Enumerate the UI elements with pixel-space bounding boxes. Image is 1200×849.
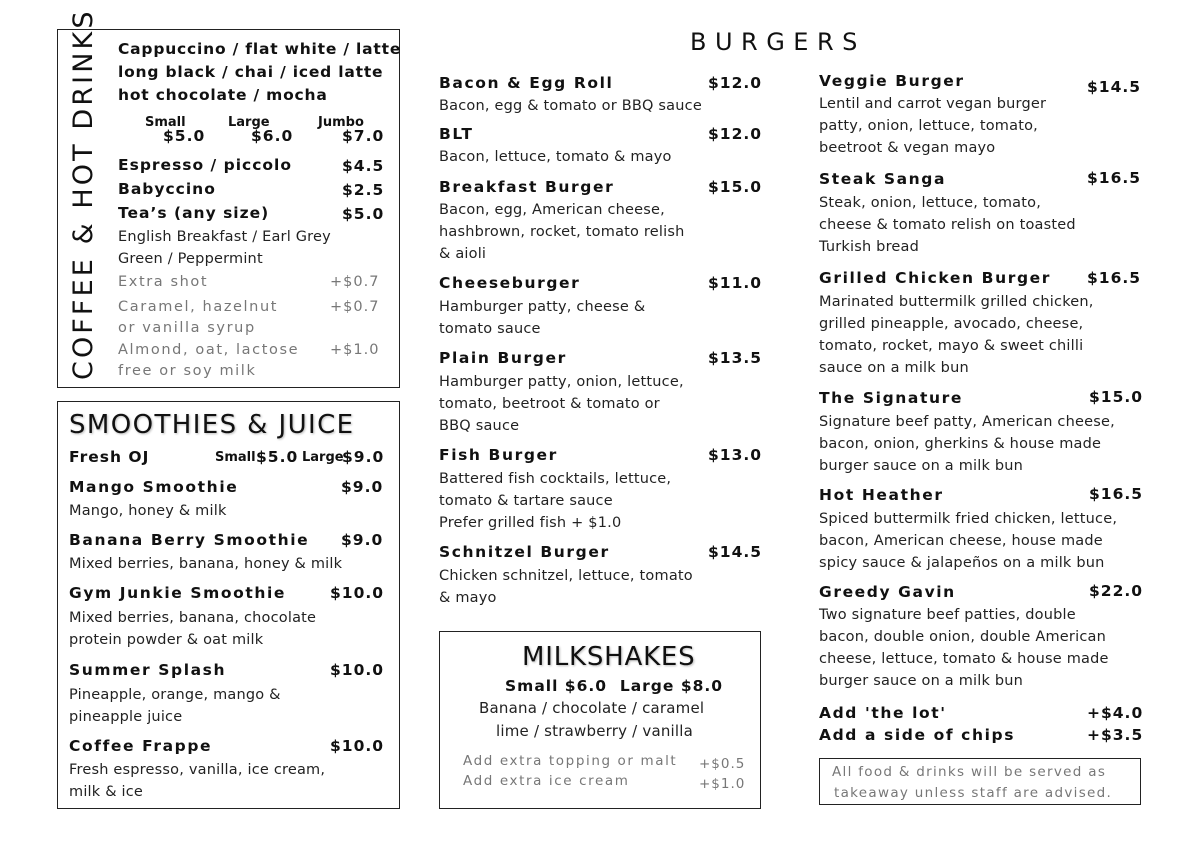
coffee-extra-name: Almond, oat, lactose [118,342,300,358]
addon-name: Add a side of chips [819,726,1016,744]
burger-item-price: $22.0 [1089,582,1144,600]
burger-item-price: $14.5 [708,543,763,561]
burger-item-desc: bacon, onion, gherkins & house made [819,436,1102,452]
burger-item-desc: beetroot & vegan mayo [819,140,996,156]
smoothie-item-desc: Fresh espresso, vanilla, ice cream, [69,762,326,778]
coffee-size-jumbo-label: Jumbo [318,115,364,130]
burger-item-desc: Prefer grilled fish + $1.0 [439,515,622,531]
burger-item-desc: Hamburger patty, onion, lettuce, [439,374,684,390]
smoothie-item-desc: pineapple juice [69,709,183,725]
burger-item-desc: Hamburger patty, cheese & [439,299,646,315]
burger-item-desc: BBQ sauce [439,418,520,434]
burger-item-desc: tomato, beetroot & tomato or [439,396,660,412]
coffee-line-3: hot chocolate / mocha [118,86,328,104]
smoothie-item-desc: Pineapple, orange, mango & [69,687,281,703]
smoothie-item-name: Mango Smoothie [69,478,239,496]
burgers-section-title: BURGERS [690,28,866,56]
burger-item-desc: & mayo [439,590,497,606]
burger-item-desc: tomato sauce [439,321,541,337]
burger-item-name: The Signature [819,389,963,407]
burger-item-name: Schnitzel Burger [439,543,610,561]
burger-item-name: Greedy Gavin [819,583,956,601]
burger-item-desc: & aioli [439,246,487,262]
coffee-extra-name: Caramel, hazelnut [118,299,279,315]
tea-varieties-2: Green / Peppermint [118,251,263,267]
burger-item-desc: Lentil and carrot vegan burger [819,96,1047,112]
coffee-size-small-price: $5.0 [163,127,206,145]
burger-item-price: $16.5 [1087,269,1142,287]
fresh-oj-name: Fresh OJ [69,448,150,466]
burger-item-desc: Two signature beef patties, double [819,607,1076,623]
fresh-oj-small-label: Small [215,450,256,465]
burger-item-name: Bacon & Egg Roll [439,74,614,92]
burger-item-name: Steak Sanga [819,170,947,188]
burger-item-price: $13.0 [708,446,763,464]
burger-item-desc: Marinated buttermilk grilled chicken, [819,294,1094,310]
burger-item-desc: Bacon, lettuce, tomato & mayo [439,149,672,165]
milkshake-extra-price: +$1.0 [699,776,746,792]
fresh-oj-large-price: $9.0 [342,448,385,466]
smoothie-item-name: Banana Berry Smoothie [69,531,310,549]
burger-item-name: Fish Burger [439,446,558,464]
milkshake-flavours-1: Banana / chocolate / caramel [479,699,705,717]
coffee-item-price: $5.0 [342,205,385,223]
burger-item-price: $11.0 [708,274,763,292]
coffee-size-large-label: Large [228,115,270,130]
smoothies-section-title: SMOOTHIES & JUICE [69,410,355,440]
burger-item-name: Breakfast Burger [439,178,615,196]
burger-item-price: $12.0 [708,74,763,92]
coffee-extra-name-cont: free or soy milk [118,363,257,379]
burger-item-desc: patty, onion, lettuce, tomato, [819,118,1038,134]
addon-price: +$3.5 [1087,726,1144,744]
burger-item-desc: burger sauce on a milk bun [819,673,1024,689]
burger-item-price: $13.5 [708,349,763,367]
milkshakes-section-title: MILKSHAKES [522,642,696,672]
milkshake-sizes: Small $6.0 Large $8.0 [505,677,724,695]
addon-price: +$4.0 [1087,704,1144,722]
smoothie-item-desc: Mixed berries, banana, honey & milk [69,556,343,572]
coffee-item-name: Espresso / piccolo [118,156,293,174]
smoothie-item-price: $10.0 [330,661,385,679]
fresh-oj-small-price: $5.0 [256,448,299,466]
burger-item-desc: bacon, American cheese, house made [819,533,1103,549]
milkshake-extra-name: Add extra topping or malt [463,753,678,769]
burger-item-price: $16.5 [1089,485,1144,503]
burger-item-price: $16.5 [1087,169,1142,187]
smoothie-item-price: $9.0 [341,531,384,549]
coffee-extra-name: Extra shot [118,274,209,290]
coffee-line-2: long black / chai / iced latte [118,63,384,81]
burger-item-name: Cheeseburger [439,274,581,292]
takeaway-notice-line-1: All food & drinks will be served as [832,764,1107,780]
burger-item-desc: grilled pineapple, avocado, cheese, [819,316,1084,332]
coffee-size-jumbo-price: $7.0 [342,127,385,145]
burger-item-desc: tomato & tartare sauce [439,493,613,509]
burger-item-desc: Battered fish cocktails, lettuce, [439,471,672,487]
burger-item-price: $14.5 [1087,78,1142,96]
burger-item-desc: burger sauce on a milk bun [819,458,1024,474]
burger-item-desc: Spiced buttermilk fried chicken, lettuce, [819,511,1118,527]
burger-item-desc: cheese & tomato relish on toasted [819,217,1076,233]
smoothie-item-desc: Mango, honey & milk [69,503,227,519]
smoothie-item-price: $10.0 [330,737,385,755]
burger-item-desc: Chicken schnitzel, lettuce, tomato [439,568,693,584]
coffee-extra-name-cont: or vanilla syrup [118,320,256,336]
milkshake-flavours-2: lime / strawberry / vanilla [496,722,694,740]
smoothie-item-name: Coffee Frappe [69,737,213,755]
burger-item-desc: Bacon, egg & tomato or BBQ sauce [439,98,702,114]
coffee-size-small-label: Small [145,115,186,130]
burger-item-name: Grilled Chicken Burger [819,269,1051,287]
burger-item-desc: hashbrown, rocket, tomato relish [439,224,685,240]
burger-item-desc: Bacon, egg, American cheese, [439,202,665,218]
burger-item-desc: cheese, lettuce, tomato & house made [819,651,1109,667]
burger-item-desc: Signature beef patty, American cheese, [819,414,1115,430]
coffee-item-price: $2.5 [342,181,385,199]
burger-item-desc: Turkish bread [819,239,920,255]
coffee-item-name: Babyccino [118,180,216,198]
burger-item-price: $12.0 [708,125,763,143]
smoothie-item-name: Summer Splash [69,661,227,679]
addon-name: Add 'the lot' [819,704,947,722]
coffee-item-name: Tea’s (any size) [118,204,270,222]
burger-item-name: BLT [439,125,474,143]
burger-item-desc: tomato, rocket, mayo & sweet chilli [819,338,1084,354]
coffee-line-1: Cappuccino / flat white / latte [118,40,402,58]
smoothie-item-desc: milk & ice [69,784,144,800]
burger-item-price: $15.0 [1089,388,1144,406]
fresh-oj-large-label: Large [302,450,344,465]
burger-item-desc: sauce on a milk bun [819,360,969,376]
coffee-extra-price: +$0.7 [330,299,380,315]
coffee-item-price: $4.5 [342,157,385,175]
milkshake-extra-name: Add extra ice cream [463,773,630,789]
smoothie-item-price: $9.0 [341,478,384,496]
smoothie-item-price: $10.0 [330,584,385,602]
smoothie-item-desc: protein powder & oat milk [69,632,264,648]
smoothie-item-desc: Mixed berries, banana, chocolate [69,610,317,626]
takeaway-notice-line-2: takeaway unless staff are advised. [834,785,1113,801]
burger-item-desc: spicy sauce & jalapeños on a milk bun [819,555,1105,571]
smoothie-item-name: Gym Junkie Smoothie [69,584,287,602]
tea-varieties-1: English Breakfast / Earl Grey [118,229,331,245]
burger-item-desc: bacon, double onion, double American [819,629,1106,645]
coffee-section-title: COFFEE & HOT DRINKS [68,8,99,380]
burger-item-desc: Steak, onion, lettuce, tomato, [819,195,1042,211]
coffee-size-large-price: $6.0 [251,127,294,145]
coffee-extra-price: +$1.0 [330,342,380,358]
burger-item-name: Veggie Burger [819,72,965,90]
milkshake-extra-price: +$0.5 [699,756,746,772]
burger-item-name: Hot Heather [819,486,944,504]
coffee-extra-price: +$0.7 [330,274,380,290]
burger-item-price: $15.0 [708,178,763,196]
burger-item-name: Plain Burger [439,349,567,367]
